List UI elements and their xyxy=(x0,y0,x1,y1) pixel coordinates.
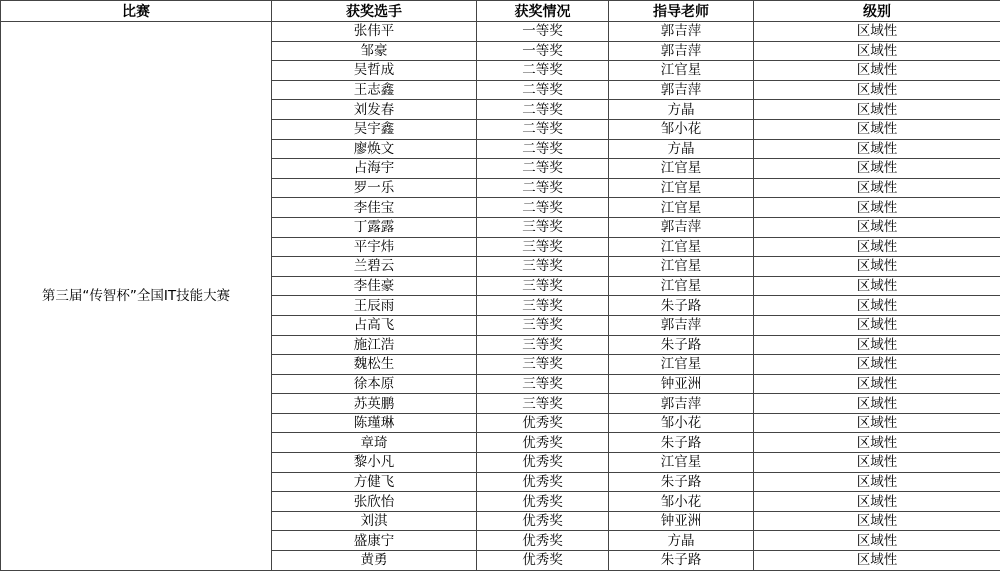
player-cell: 盛康宁 xyxy=(272,531,477,551)
header-player: 获奖选手 xyxy=(272,1,477,22)
player-cell: 刘发春 xyxy=(272,100,477,120)
player-cell: 方健飞 xyxy=(272,472,477,492)
player-cell: 施江浩 xyxy=(272,335,477,355)
award-cell: 三等奖 xyxy=(477,374,609,394)
player-cell: 占高飞 xyxy=(272,315,477,335)
award-cell: 三等奖 xyxy=(477,355,609,375)
player-cell: 王志鑫 xyxy=(272,80,477,100)
teacher-cell: 郭吉萍 xyxy=(609,217,754,237)
player-cell: 吴哲成 xyxy=(272,61,477,81)
award-cell: 优秀奖 xyxy=(477,492,609,512)
award-cell: 二等奖 xyxy=(477,139,609,159)
award-cell: 优秀奖 xyxy=(477,433,609,453)
teacher-cell: 江官星 xyxy=(609,276,754,296)
level-cell: 区域性 xyxy=(754,276,1000,296)
award-cell: 优秀奖 xyxy=(477,413,609,433)
competition-name: 第三届“传智杯”全国IT技能大赛 xyxy=(1,22,272,571)
award-cell: 二等奖 xyxy=(477,80,609,100)
player-cell: 黎小凡 xyxy=(272,453,477,473)
header-row xyxy=(1,1,1000,22)
player-cell: 吴宇鑫 xyxy=(272,119,477,139)
teacher-cell: 江官星 xyxy=(609,178,754,198)
player-cell: 黄勇 xyxy=(272,551,477,571)
level-cell: 区域性 xyxy=(754,257,1000,277)
level-cell: 区域性 xyxy=(754,453,1000,473)
teacher-cell: 郭吉萍 xyxy=(609,394,754,414)
award-cell: 三等奖 xyxy=(477,394,609,414)
teacher-cell: 方晶 xyxy=(609,139,754,159)
award-cell: 优秀奖 xyxy=(477,551,609,571)
player-cell: 李佳豪 xyxy=(272,276,477,296)
teacher-cell: 朱子路 xyxy=(609,296,754,316)
teacher-cell: 郭吉萍 xyxy=(609,315,754,335)
level-cell: 区域性 xyxy=(754,198,1000,218)
teacher-cell: 邹小花 xyxy=(609,119,754,139)
teacher-cell: 方晶 xyxy=(609,531,754,551)
award-cell: 三等奖 xyxy=(477,257,609,277)
teacher-cell: 朱子路 xyxy=(609,472,754,492)
award-cell: 三等奖 xyxy=(477,296,609,316)
award-cell: 二等奖 xyxy=(477,198,609,218)
teacher-cell: 邹小花 xyxy=(609,413,754,433)
player-cell: 占海宇 xyxy=(272,159,477,179)
award-cell: 优秀奖 xyxy=(477,511,609,531)
header-competition: 比赛 xyxy=(1,1,272,22)
teacher-cell: 邹小花 xyxy=(609,492,754,512)
award-cell: 三等奖 xyxy=(477,217,609,237)
player-cell: 苏英鹏 xyxy=(272,394,477,414)
level-cell: 区域性 xyxy=(754,237,1000,257)
level-cell: 区域性 xyxy=(754,315,1000,335)
award-cell: 三等奖 xyxy=(477,237,609,257)
award-cell: 二等奖 xyxy=(477,100,609,120)
player-cell: 李佳宝 xyxy=(272,198,477,218)
teacher-cell: 钟亚洲 xyxy=(609,374,754,394)
level-cell: 区域性 xyxy=(754,355,1000,375)
level-cell: 区域性 xyxy=(754,296,1000,316)
level-cell: 区域性 xyxy=(754,335,1000,355)
award-cell: 优秀奖 xyxy=(477,531,609,551)
award-cell: 优秀奖 xyxy=(477,453,609,473)
teacher-cell: 江官星 xyxy=(609,198,754,218)
level-cell: 区域性 xyxy=(754,413,1000,433)
player-cell: 张欣怡 xyxy=(272,492,477,512)
teacher-cell: 江官星 xyxy=(609,453,754,473)
player-cell: 王辰雨 xyxy=(272,296,477,316)
teacher-cell: 朱子路 xyxy=(609,551,754,571)
teacher-cell: 方晶 xyxy=(609,100,754,120)
player-cell: 章琦 xyxy=(272,433,477,453)
player-cell: 罗一乐 xyxy=(272,178,477,198)
level-cell: 区域性 xyxy=(754,551,1000,571)
table-body xyxy=(1,22,1000,571)
award-cell: 一等奖 xyxy=(477,41,609,61)
level-cell: 区域性 xyxy=(754,492,1000,512)
header-teacher: 指导老师 xyxy=(609,1,754,22)
player-cell: 廖焕文 xyxy=(272,139,477,159)
teacher-cell: 郭吉萍 xyxy=(609,22,754,42)
level-cell: 区域性 xyxy=(754,41,1000,61)
level-cell: 区域性 xyxy=(754,374,1000,394)
award-cell: 一等奖 xyxy=(477,22,609,42)
level-cell: 区域性 xyxy=(754,511,1000,531)
level-cell: 区域性 xyxy=(754,178,1000,198)
teacher-cell: 江官星 xyxy=(609,237,754,257)
level-cell: 区域性 xyxy=(754,139,1000,159)
award-cell: 三等奖 xyxy=(477,276,609,296)
player-cell: 丁露露 xyxy=(272,217,477,237)
header-award: 获奖情况 xyxy=(477,1,609,22)
level-cell: 区域性 xyxy=(754,100,1000,120)
player-cell: 徐本原 xyxy=(272,374,477,394)
teacher-cell: 江官星 xyxy=(609,61,754,81)
teacher-cell: 江官星 xyxy=(609,257,754,277)
award-cell: 二等奖 xyxy=(477,159,609,179)
level-cell: 区域性 xyxy=(754,531,1000,551)
player-cell: 邹豪 xyxy=(272,41,477,61)
header-level: 级别 xyxy=(754,1,1000,22)
level-cell: 区域性 xyxy=(754,22,1000,42)
level-cell: 区域性 xyxy=(754,217,1000,237)
level-cell: 区域性 xyxy=(754,61,1000,81)
teacher-cell: 郭吉萍 xyxy=(609,41,754,61)
player-cell: 魏松生 xyxy=(272,355,477,375)
table-row xyxy=(1,22,1000,42)
teacher-cell: 朱子路 xyxy=(609,433,754,453)
level-cell: 区域性 xyxy=(754,394,1000,414)
level-cell: 区域性 xyxy=(754,119,1000,139)
teacher-cell: 郭吉萍 xyxy=(609,80,754,100)
level-cell: 区域性 xyxy=(754,159,1000,179)
teacher-cell: 江官星 xyxy=(609,355,754,375)
level-cell: 区域性 xyxy=(754,80,1000,100)
player-cell: 张伟平 xyxy=(272,22,477,42)
award-cell: 二等奖 xyxy=(477,119,609,139)
player-cell: 兰碧云 xyxy=(272,257,477,277)
player-cell: 平宇炜 xyxy=(272,237,477,257)
award-cell: 三等奖 xyxy=(477,335,609,355)
teacher-cell: 朱子路 xyxy=(609,335,754,355)
teacher-cell: 江官星 xyxy=(609,159,754,179)
player-cell: 刘淇 xyxy=(272,511,477,531)
award-cell: 优秀奖 xyxy=(477,472,609,492)
award-cell: 三等奖 xyxy=(477,315,609,335)
award-cell: 二等奖 xyxy=(477,178,609,198)
teacher-cell: 钟亚洲 xyxy=(609,511,754,531)
level-cell: 区域性 xyxy=(754,433,1000,453)
award-cell: 二等奖 xyxy=(477,61,609,81)
player-cell: 陈瑾琳 xyxy=(272,413,477,433)
level-cell: 区域性 xyxy=(754,472,1000,492)
